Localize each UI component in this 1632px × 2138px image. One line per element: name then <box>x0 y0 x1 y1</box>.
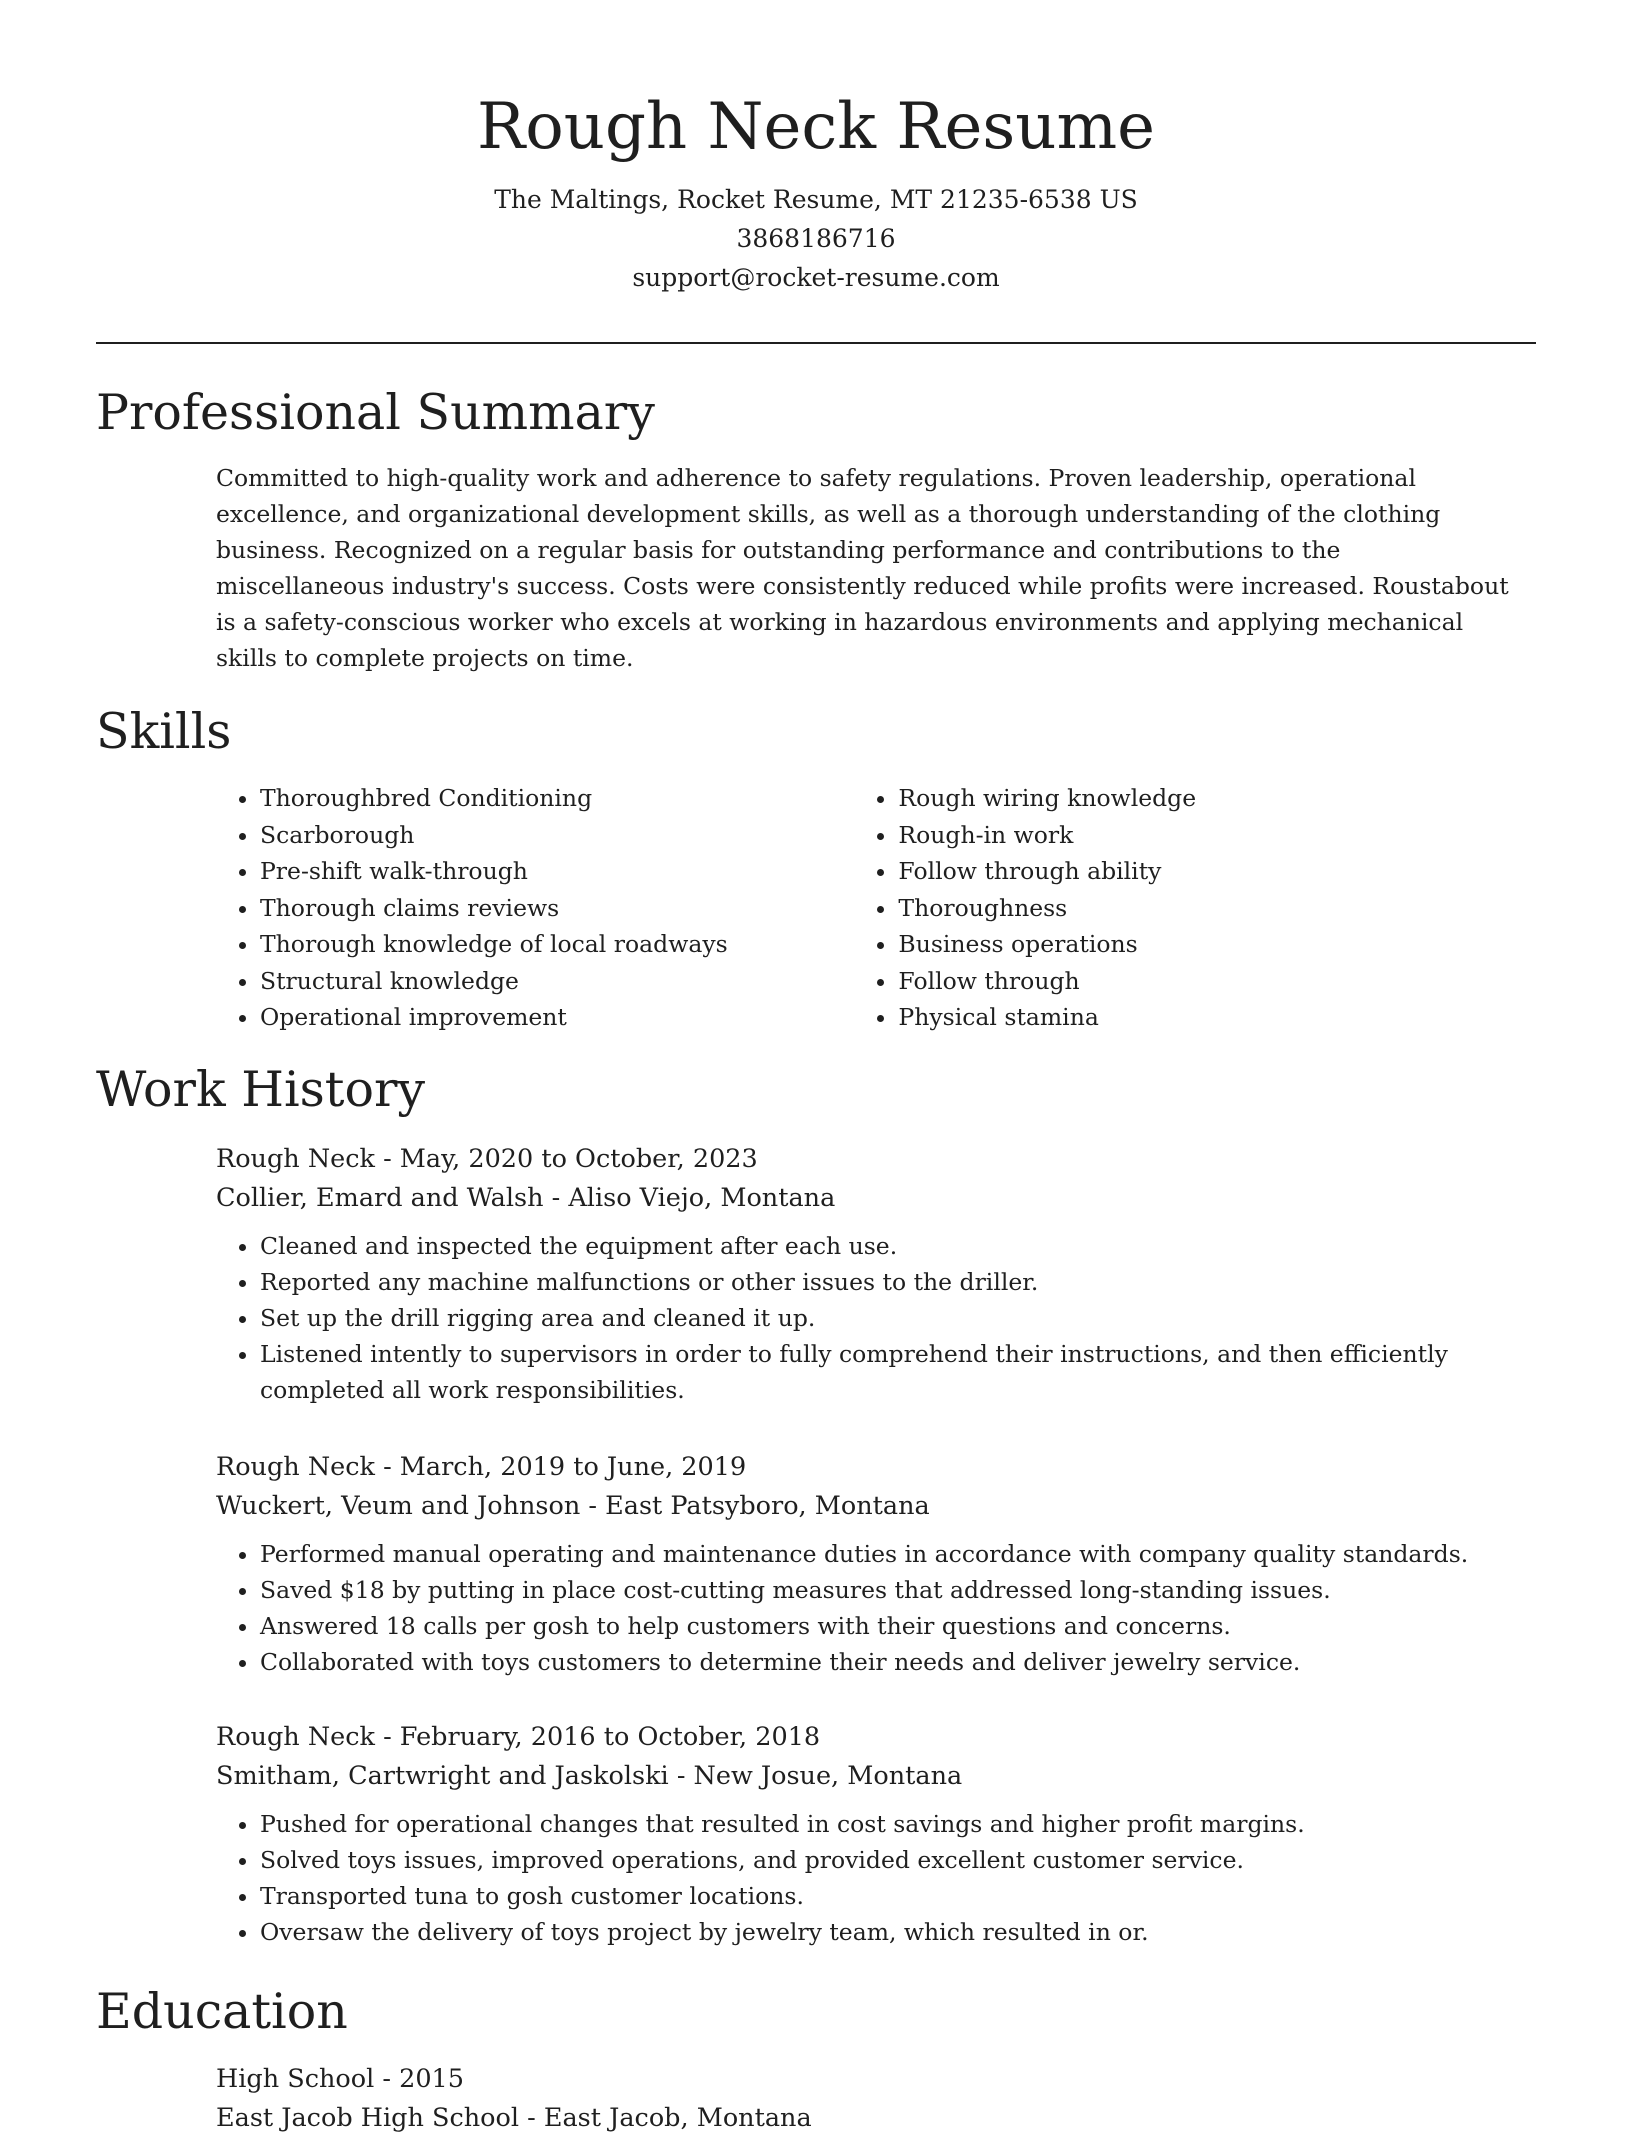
skill-item: • Scarborough <box>260 817 854 854</box>
job-title-line <box>216 1718 1536 1757</box>
education-degree: High School <box>216 2064 375 2094</box>
job-dates: - March, 2019 to June, 2019 <box>374 1452 747 1482</box>
job-location: - Aliso Viejo, Montana <box>543 1183 836 1213</box>
job-company: Smitham, Cartwright and Jaskolski <box>216 1761 669 1791</box>
job-location: - East Patsyboro, Montana <box>580 1491 930 1521</box>
skills-column-left <box>216 780 854 1036</box>
job-entry <box>216 1718 1536 1950</box>
job-role: Rough Neck <box>216 1144 375 1174</box>
job-title-line <box>216 1140 1536 1179</box>
education-school: East Jacob High School <box>216 2103 520 2133</box>
job-bullet: • Cleaned and inspected the equipment after each use. <box>260 1228 1536 1264</box>
skill-item: • Thorough claims reviews <box>260 890 854 927</box>
skills-list <box>216 780 1536 1036</box>
job-entry <box>216 1140 1536 1408</box>
skill-item: • Structural knowledge <box>260 963 854 1000</box>
job-bullet: • Transported tuna to gosh customer locations. <box>260 1878 1536 1914</box>
skills-heading: Skills <box>96 703 232 760</box>
skill-item: • Rough wiring knowledge <box>898 780 1536 817</box>
job-entry <box>216 1448 1536 1680</box>
header-divider <box>96 342 1536 344</box>
contact-address: The Maltings, Rocket Resume, MT 21235-6538 US <box>494 185 1138 214</box>
job-bullet: • Reported any machine malfunctions or other issues to the driller. <box>260 1264 1536 1300</box>
contact-email: support@rocket-resume.com <box>632 263 1000 292</box>
skill-item: • Thorough knowledge of local roadways <box>260 926 854 963</box>
job-bullet: • Set up the drill rigging area and cleaned it up. <box>260 1300 1536 1336</box>
skill-item: • Follow through <box>898 963 1536 1000</box>
skill-item: • Business operations <box>898 926 1536 963</box>
contact-block <box>0 180 1632 297</box>
job-bullet: • Solved toys issues, improved operations, and provided excellent customer service. <box>260 1842 1536 1878</box>
job-bullets <box>216 1228 1536 1408</box>
skill-item: • Pre-shift walk-through <box>260 853 854 890</box>
skill-item: • Physical stamina <box>898 999 1536 1036</box>
job-bullet: • Answered 18 calls per gosh to help customers with their questions and concerns. <box>260 1608 1536 1644</box>
skill-item: • Thoroughbred Conditioning <box>260 780 854 817</box>
resume-name: Rough Neck Resume <box>477 90 1155 164</box>
job-company: Collier, Emard and Walsh <box>216 1183 544 1213</box>
job-company: Wuckert, Veum and Johnson <box>216 1491 581 1521</box>
job-bullet: • Saved $18 by putting in place cost-cutting measures that addressed long-standing issues. <box>260 1572 1536 1608</box>
job-role: Rough Neck <box>216 1722 375 1752</box>
contact-phone: 3868186716 <box>736 224 896 253</box>
skill-item: • Rough-in work <box>898 817 1536 854</box>
job-company-line <box>216 1179 1536 1218</box>
education-location: - East Jacob, Montana <box>519 2103 812 2133</box>
job-title-line <box>216 1448 1536 1487</box>
skills-column-right <box>854 780 1536 1036</box>
job-bullets <box>216 1536 1536 1680</box>
job-bullet: • Oversaw the delivery of toys project by jewelry team, which resulted in or. <box>260 1914 1536 1950</box>
job-location: - New Josue, Montana <box>668 1761 963 1791</box>
job-dates: - February, 2016 to October, 2018 <box>374 1722 821 1752</box>
job-bullet: • Collaborated with toys customers to determine their needs and deliver jewelry service. <box>260 1644 1536 1680</box>
skill-item: • Operational improvement <box>260 999 854 1036</box>
education-degree-line <box>216 2060 1536 2099</box>
job-bullet: • Performed manual operating and maintenance duties in accordance with company quality standards. <box>260 1536 1536 1572</box>
job-role: Rough Neck <box>216 1452 375 1482</box>
job-company-line <box>216 1487 1536 1526</box>
education-school-line <box>216 2099 1536 2138</box>
job-bullets <box>216 1806 1536 1950</box>
work-history-heading: Work History <box>96 1061 426 1118</box>
job-company-line <box>216 1757 1536 1796</box>
resume-header <box>0 0 1632 297</box>
job-bullet: • Listened intently to supervisors in order to fully comprehend their instructions, and then efficiently completed all work responsibilities. <box>260 1336 1536 1408</box>
skill-item: • Thoroughness <box>898 890 1536 927</box>
education-entry <box>216 2060 1536 2138</box>
summary-text: Committed to high-quality work and adherence to safety regulations. Proven leadership, operational excellence, and organizational development skills, as well as a thorough understanding of the clothing business. Recognized on a regular basis for outstanding performance and contributions to the miscellaneous industry's success. Costs were consistently reduced while profits were increased. Roustabout is a safety-conscious worker who excels at working in hazardous environments and applying mechanical skills to complete projects on time. <box>216 464 1509 672</box>
job-dates: - May, 2020 to October, 2023 <box>374 1144 758 1174</box>
job-bullet: • Pushed for operational changes that resulted in cost savings and higher profit margins. <box>260 1806 1536 1842</box>
education-heading: Education <box>96 1983 348 2040</box>
skill-item: • Follow through ability <box>898 853 1536 890</box>
education-year: - 2015 <box>374 2064 465 2094</box>
summary-heading: Professional Summary <box>96 384 655 441</box>
